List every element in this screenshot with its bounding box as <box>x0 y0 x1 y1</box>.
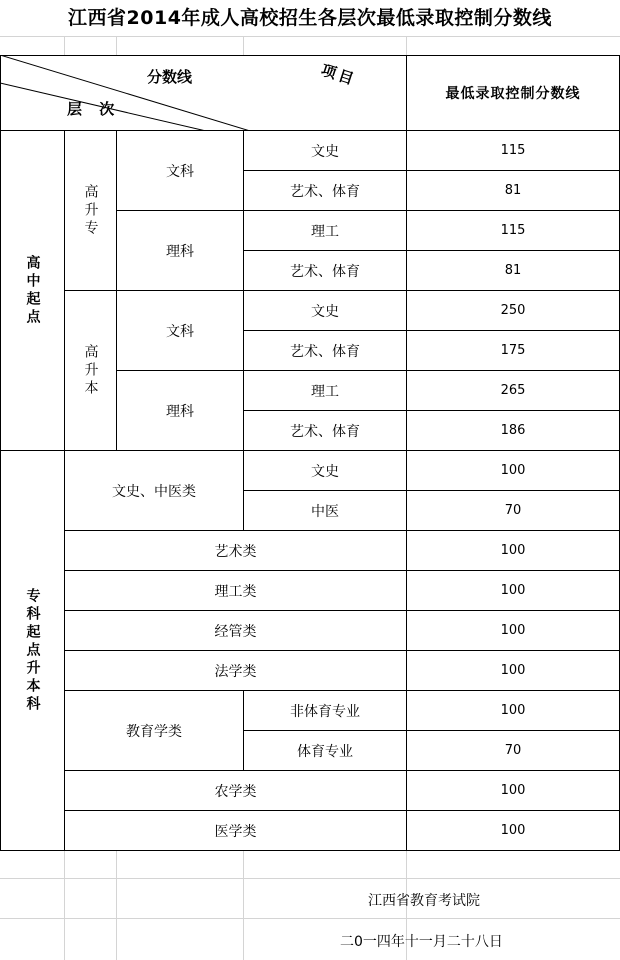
score-cell: 81 <box>406 170 620 211</box>
item-cell: 艺术、体育 <box>243 250 407 291</box>
score-cell: 100 <box>406 610 620 651</box>
item-cell: 文史 <box>243 290 407 331</box>
item-cell: 文史 <box>243 450 407 491</box>
score-cell: 175 <box>406 330 620 371</box>
footer-date: 二0一四年十一月二十八日 <box>340 934 503 950</box>
category-cell: 理科 <box>116 370 244 451</box>
category-cell: 教育学类 <box>64 690 244 771</box>
item-cell: 艺术、体育 <box>243 410 407 451</box>
sub-gaoshengzhuan: 高升专 <box>64 130 117 291</box>
item-cell: 非体育专业 <box>243 690 407 731</box>
score-cell: 115 <box>406 130 620 171</box>
category-cell: 法学类 <box>64 650 407 691</box>
category-cell: 文科 <box>116 130 244 211</box>
score-cell: 250 <box>406 290 620 331</box>
item-label: 项目 <box>318 60 359 90</box>
sub-gaoshengben: 高升本 <box>64 290 117 451</box>
category-cell: 文科 <box>116 290 244 371</box>
category-cell: 理工类 <box>64 570 407 611</box>
score-cell: 115 <box>406 210 620 251</box>
item-cell: 理工 <box>243 370 407 411</box>
group-vocational: 专科起点升本科 <box>0 450 65 851</box>
diagonal-header-cell <box>0 55 407 131</box>
score-cell: 265 <box>406 370 620 411</box>
page-title: 江西省2014年成人高校招生各层次最低录取控制分数线 <box>68 7 552 29</box>
score-cell: 186 <box>406 410 620 451</box>
score-cell: 100 <box>406 650 620 691</box>
item-cell: 理工 <box>243 210 407 251</box>
score-cell: 100 <box>406 770 620 811</box>
score-cell: 81 <box>406 250 620 291</box>
category-cell: 医学类 <box>64 810 407 851</box>
footer-org: 江西省教育考试院 <box>368 893 480 909</box>
score-cell: 100 <box>406 450 620 491</box>
score-cell: 70 <box>406 490 620 531</box>
group-high-school: 高中起点 <box>0 130 65 451</box>
item-cell: 艺术、体育 <box>243 330 407 371</box>
score-label: 分数线 <box>147 68 193 86</box>
category-cell: 农学类 <box>64 770 407 811</box>
category-cell: 艺术类 <box>64 530 407 571</box>
category-cell: 文史、中医类 <box>64 450 244 531</box>
level-label: 层 次 <box>67 100 121 118</box>
item-cell: 中医 <box>243 490 407 531</box>
score-cell: 100 <box>406 570 620 611</box>
item-cell: 体育专业 <box>243 730 407 771</box>
item-cell: 艺术、体育 <box>243 170 407 211</box>
column-header: 最低录取控制分数线 <box>406 55 620 131</box>
score-cell: 100 <box>406 530 620 571</box>
score-cell: 70 <box>406 730 620 771</box>
category-cell: 经管类 <box>64 610 407 651</box>
score-cell: 100 <box>406 690 620 731</box>
category-cell: 理科 <box>116 210 244 291</box>
score-cell: 100 <box>406 810 620 851</box>
item-cell: 文史 <box>243 130 407 171</box>
